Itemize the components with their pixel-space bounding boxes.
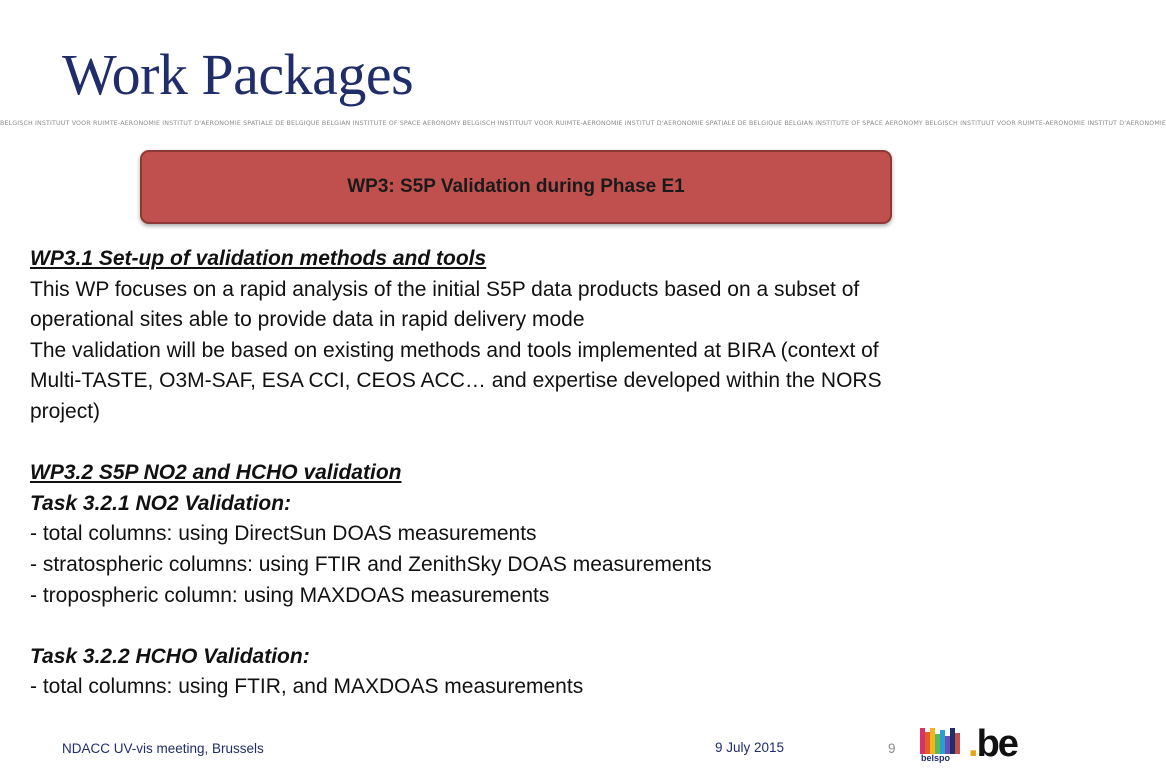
slide-body	[30, 244, 1005, 703]
wp31-heading: WP3.1 Set-up of validation methods and tools	[30, 247, 487, 270]
wp31-text-line: operational sites able to provide data in rapid delivery mode	[30, 308, 585, 332]
wp31-text-line: The validation will be based on existing methods and tools implemented at BIRA (context of	[30, 338, 879, 362]
be-logo-text: be	[976, 723, 1017, 765]
wp31-text-line: Multi-TASTE, O3M-SAF, ESA CCI, CEOS ACC… and expertise developed within the NORS	[30, 369, 882, 393]
be-logo-dot: .	[968, 723, 977, 765]
wp31-text-line: project)	[30, 399, 101, 423]
institute-name-band: BELGISCH INSTITUUT VOOR RUIMTE-AERONOMIE INSTITUT D'AERONOMIE SPATIALE DE BELGIQUE BELGIAN INSTITUTE OF SPACE AERONOMY BELGISCH INSTITUUT VOOR RUIMTE-AERONOMIE INSTITUT D'AERONOMIE SPATIALE DE BELGIQUE BELGIAN INSTITUTE OF SPACE AERONOMY BELGISCH INSTITUUT VOOR RUIMTE-AERONOMIE INSTITUT D'AERONOMIE	[0, 120, 1166, 127]
spacer	[30, 428, 1005, 459]
footer-meeting: NDACC UV-vis meeting, Brussels	[62, 741, 264, 756]
task321-heading: Task 3.2.1 NO2 Validation:	[30, 491, 292, 515]
wp31-text-line: This WP focuses on a rapid analysis of the initial S5P data products based on a subset of	[30, 277, 860, 301]
be-logo	[968, 722, 1017, 766]
wp3-banner	[140, 150, 892, 224]
task322-heading: Task 3.2.2 HCHO Validation:	[30, 644, 310, 668]
wp3-banner-label: WP3: S5P Validation during Phase E1	[347, 176, 685, 197]
wp32-heading: WP3.2 S5P NO2 and HCHO validation	[30, 461, 402, 485]
task321-item: - tropospheric column: using MAXDOAS measurements	[30, 583, 550, 607]
footer-page-number: 9	[888, 741, 896, 756]
task321-item: - total columns: using DirectSun DOAS measurements	[30, 522, 537, 546]
spacer	[30, 611, 1005, 642]
task321-item: - stratospheric columns: using FTIR and ZenithSky DOAS measurements	[30, 552, 712, 576]
footer-date: 9 July 2015	[715, 740, 785, 755]
belspo-logo-text: belspo	[921, 753, 951, 763]
task322-item: - total columns: using FTIR, and MAXDOAS measurements	[30, 675, 584, 699]
slide-title: Work Packages	[62, 42, 414, 107]
